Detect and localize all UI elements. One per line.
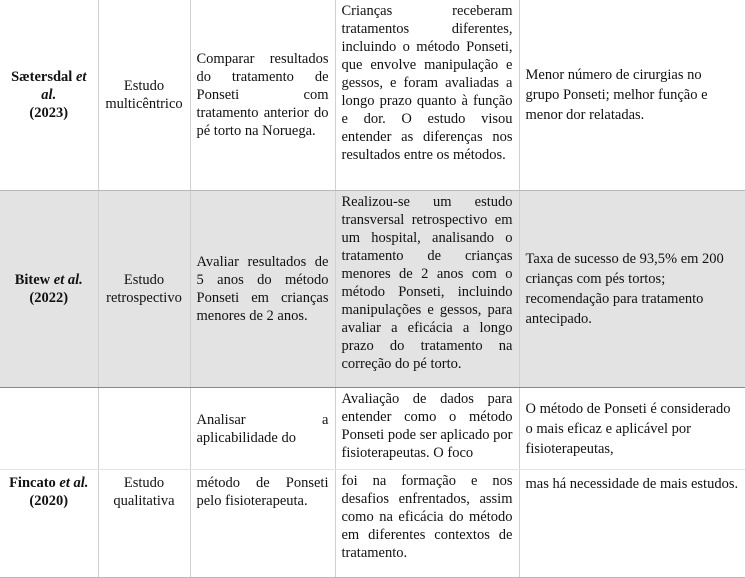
study-type-cell: Estudo qualitativa: [98, 470, 190, 578]
table-row: [0, 388, 745, 470]
author-cell: [0, 191, 98, 388]
author-cell: [0, 0, 98, 191]
author-etal: et al.: [53, 272, 83, 288]
results-cell: mas há necessidade de mais estudos.: [519, 470, 745, 578]
results-cell: Taxa de sucesso de 93,5% em 200 crianças com pés tortos; recomendação para tratamento antecipado.: [519, 191, 745, 388]
table-row: [0, 470, 745, 578]
study-type-cell: Estudo retrospectivo: [98, 191, 190, 388]
author-name: Bitew: [14, 272, 51, 288]
objective-cell: método de Ponseti pelo fisioterapeuta.: [190, 470, 335, 578]
table-row: [0, 0, 745, 191]
objective-cell: Analisar a aplicabilidade do: [190, 388, 335, 470]
publication-year: (2023): [29, 105, 69, 121]
author-etal: et al.: [59, 475, 89, 491]
publication-year: (2020): [29, 493, 69, 509]
study-type-cell: Estudo multicêntrico: [98, 0, 190, 191]
author-cell-empty: [0, 388, 98, 470]
table-row: [0, 191, 745, 388]
author-cell: [0, 470, 98, 578]
author-name: Fincato: [9, 475, 56, 491]
methods-cell: Crianças receberam tratamentos diferentes, incluindo o método Ponseti, que envolve manipulação e gessos, e foram avaliadas a longo prazo quanto à função e dor. O estudo visou entender as diferenças nos resultados entre os métodos.: [335, 0, 519, 191]
results-cell: Menor número de cirurgias no grupo Ponseti; melhor função e menor dor relatadas.: [519, 0, 745, 191]
author-etal: et al.: [41, 69, 87, 103]
publication-year: (2022): [29, 290, 69, 306]
objective-cell: Avaliar resultados de 5 anos do método Ponseti em crianças menores de 2 anos.: [190, 191, 335, 388]
study-type-cell-empty: [98, 388, 190, 470]
results-cell: O método de Ponseti é considerado o mais eficaz e aplicável por fisioterapeutas,: [519, 388, 745, 470]
methods-cell: Realizou-se um estudo transversal retrospectivo em um hospital, analisando o tratamento de crianças menores de 2 anos com o método Ponseti, incluindo manipulações e gessos, para avaliar a eficácia a longo prazo do tratamento na correção do pé torto.: [335, 191, 519, 388]
methods-cell: Avaliação de dados para entender como o método Ponseti pode ser aplicado por fisioterapeutas. O foco: [335, 388, 519, 470]
author-name: Sætersdal: [11, 69, 73, 85]
objective-cell: Comparar resultados do tratamento de Ponseti com tratamento anterior do pé torto na Noruega.: [190, 0, 335, 191]
methods-cell: foi na formação e nos desafios enfrentados, assim como na eficácia do método em diferentes contextos de tratamento.: [335, 470, 519, 578]
